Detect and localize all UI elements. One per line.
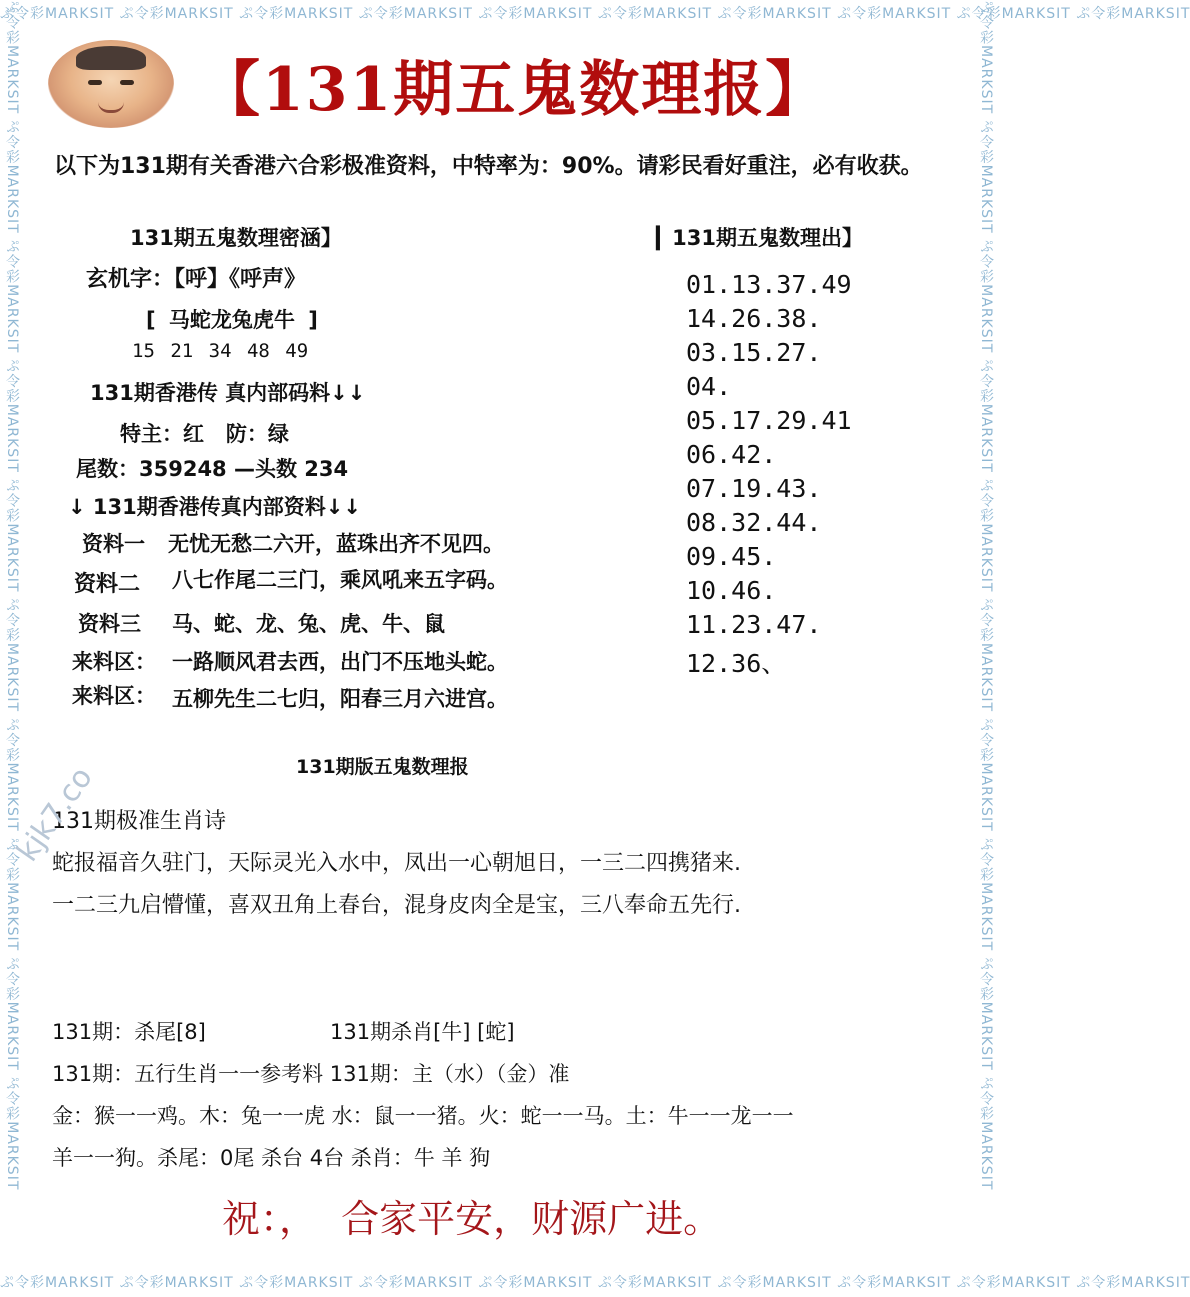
item-text: 五柳先生二七归，阳春三月六进宫。 xyxy=(172,687,508,711)
five-elements-line: 131期：五行生肖一一参考料 131期：主（水）（金）准 xyxy=(52,1062,570,1086)
number-row: 09.45. xyxy=(686,542,777,571)
elements-zodiac-line: 金：猴一一鸡。木：兔一一虎 水：鼠一一猪。火：蛇一一马。土：牛一一龙一一 xyxy=(52,1104,794,1128)
right-section-heading: ▎131期五鬼数理出】 xyxy=(656,226,863,250)
blessing-text: 祝：， 合家平安，财源广进。 xyxy=(222,1197,722,1241)
right-border-text: ぷ令彩MARKSIT ぷ令彩MARKSIT ぷ令彩MARKSIT ぷ令彩MARKSIT ぷ令彩MARKSIT ぷ令彩MARKSIT ぷ令彩MARKSIT ぷ令彩MARKSIT ぷ令彩MARKSIT ぷ令彩MARKSIT xyxy=(978,0,994,1191)
top-watermark-border: ぷ令彩MARKSIT ぷ令彩MARKSIT ぷ令彩MARKSIT ぷ令彩MARKSIT ぷ令彩MARKSIT ぷ令彩MARKSIT ぷ令彩MARKSIT ぷ令彩MARKSIT ぷ令彩MARKSIT ぷ令彩MARKSIT xyxy=(0,6,1190,22)
poem-title: 131期极准生肖诗 xyxy=(52,809,226,834)
number-row: 10.46. xyxy=(686,576,777,605)
animals-line: [ 马蛇龙兔虎牛 ] xyxy=(146,308,318,332)
author-portrait xyxy=(48,40,174,128)
portrait-eye xyxy=(120,80,134,85)
item-text: 一路顺风君去西，出门不压地头蛇。 xyxy=(172,650,508,674)
item-label: 来料区： xyxy=(72,684,156,708)
number-row: 03.15.27. xyxy=(686,338,822,367)
number-row: 11.23.47. xyxy=(686,610,822,639)
weishu-line: 尾数：359248 —头数 234 xyxy=(76,457,349,481)
diagonal-watermark: kjk7.co xyxy=(10,760,100,869)
item-label: 资料三 xyxy=(78,612,141,636)
poem-line: 蛇报福音久驻门，天际灵光入水中，凤出一心朝旭日，一三二四携猪来. xyxy=(52,851,741,876)
left-section-heading: 131期五鬼数理密涵】 xyxy=(130,226,342,250)
sub-heading: 131期版五鬼数理报 xyxy=(296,756,469,778)
elements-zodiac-line-2: 羊一一狗。杀尾：0尾 杀台 4台 杀肖：牛 羊 狗 xyxy=(52,1146,491,1170)
item-text: 无忧无愁二六开，蓝珠出齐不见四。 xyxy=(168,532,504,556)
number-row: 12.36、 xyxy=(686,649,787,678)
portrait-hair xyxy=(76,46,146,70)
number-row: 05.17.29.41 xyxy=(686,406,852,435)
poem-line: 一二三九启懵懂，喜双丑角上春台，混身皮肉全是宝，三八奉命五先行. xyxy=(52,893,741,918)
number-row: 06.42. xyxy=(686,440,777,469)
left-watermark-border xyxy=(0,0,26,1297)
item-text: 八七作尾二三门，乘风吼来五字码。 xyxy=(172,568,508,592)
item-label: 资料二 xyxy=(74,572,141,597)
intro-text: 以下为131期有关香港六合彩极准资料，中特率为：90%。请彩民看好重注，必有收获。 xyxy=(54,154,923,179)
item-label: 资料一 xyxy=(82,532,145,556)
page-title: 【131期五鬼数理报】 xyxy=(200,55,828,125)
xuanji-line: 玄机字：【呼】《呼声》 xyxy=(86,267,307,292)
item-label: 来料区： xyxy=(72,650,156,674)
left-border-text: ぷ令彩MARKSIT ぷ令彩MARKSIT ぷ令彩MARKSIT ぷ令彩MARKSIT ぷ令彩MARKSIT ぷ令彩MARKSIT ぷ令彩MARKSIT ぷ令彩MARKSIT ぷ令彩MARKSIT ぷ令彩MARKSIT xyxy=(4,0,20,1191)
number-row: 01.13.37.49 xyxy=(686,270,852,299)
portrait-mouth xyxy=(98,102,124,113)
item-text: 马、蛇、龙、兔、虎、牛、鼠 xyxy=(172,612,445,636)
kill-zodiac-line: 131期杀肖[牛] [蛇] xyxy=(330,1020,515,1044)
lucky-numbers: 15 21 34 48 49 xyxy=(132,340,309,362)
number-row: 08.32.44. xyxy=(686,508,822,537)
tezhu-line: 特主：红 防：绿 xyxy=(120,422,289,446)
number-row: 07.19.43. xyxy=(686,474,822,503)
number-row: 14.26.38. xyxy=(686,304,822,333)
bottom-watermark-border: ぷ令彩MARKSIT ぷ令彩MARKSIT ぷ令彩MARKSIT ぷ令彩MARKSIT ぷ令彩MARKSIT ぷ令彩MARKSIT ぷ令彩MARKSIT ぷ令彩MARKSIT ぷ令彩MARKSIT ぷ令彩MARKSIT xyxy=(0,1275,1190,1291)
number-row: 04. xyxy=(686,372,732,401)
hk-info-heading: ↓ 131期香港传真内部资料↓↓ xyxy=(68,495,361,519)
kill-tail-line: 131期：杀尾[8] xyxy=(52,1020,206,1044)
portrait-eye xyxy=(88,80,102,85)
hk-code-heading: 131期香港传 真内部码料↓↓ xyxy=(90,381,366,405)
